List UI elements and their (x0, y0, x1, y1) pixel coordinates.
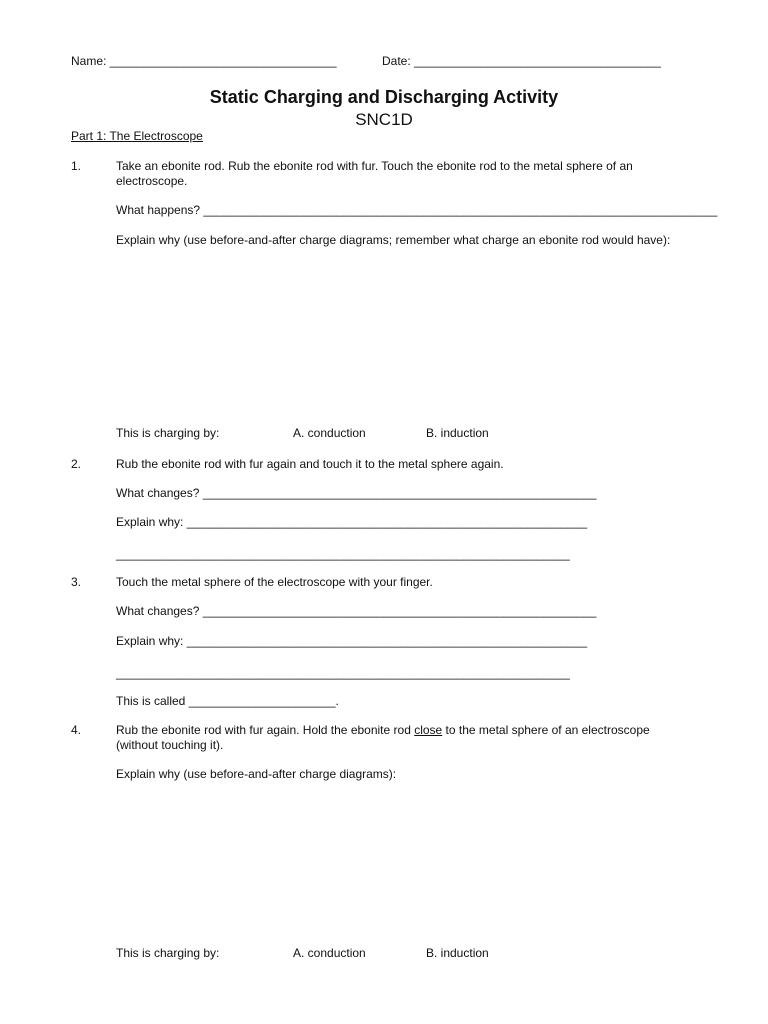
q1-charging-label: This is charging by: (116, 426, 220, 440)
question-number-4: 4. (71, 723, 82, 737)
q3-what-changes-prompt: What changes? ___________________________________________________________ (116, 604, 597, 618)
q1-instruction-line1: Take an ebonite rod. Rub the ebonite rod with fur. Touch the ebonite rod to the metal sphere of an (116, 159, 633, 173)
question-number-3: 3. (71, 575, 82, 589)
question-number-1: 1. (71, 159, 82, 173)
q4-explain-prompt: Explain why (use before-and-after charge diagrams): (116, 767, 397, 781)
page-title: Static Charging and Discharging Activity (209, 87, 559, 107)
q2-what-changes-prompt: What changes? ___________________________________________________________ (116, 486, 597, 500)
q3-explain-why-prompt: Explain why: ____________________________________________________________ (116, 634, 588, 648)
q4-option-b: B. induction (426, 946, 489, 960)
q1-option-a: A. conduction (293, 426, 366, 440)
q4-line1-pre: Rub the ebonite rod with fur again. Hold the ebonite rod (116, 723, 415, 737)
section-heading-part1: Part 1: The Electroscope (71, 129, 203, 143)
q1-what-happens-prompt: What happens? _____________________________________________________________________________ (116, 203, 718, 217)
q4-instruction-line2: (without touching it). (116, 738, 224, 752)
q4-close-underlined: close (414, 723, 443, 737)
q1-explain-prompt: Explain why (use before-and-after charge diagrams; remember what charge an ebonite rod would have): (116, 233, 671, 247)
q2-instruction: Rub the ebonite rod with fur again and touch it to the metal sphere again. (116, 457, 504, 471)
q1-instruction-line2: electroscope. (116, 174, 188, 188)
q4-instruction-line1 (116, 723, 650, 738)
q3-answer-line: ____________________________________________________________________ (116, 666, 570, 680)
q2-explain-why-prompt: Explain why: ____________________________________________________________ (116, 515, 588, 529)
q3-this-is-called: This is called ______________________. (116, 694, 339, 708)
q1-option-b: B. induction (426, 426, 489, 440)
name-field-line: Name: __________________________________ (71, 54, 337, 68)
question-number-2: 2. (71, 457, 82, 471)
q3-instruction: Touch the metal sphere of the electroscope with your finger. (116, 575, 433, 589)
date-field-line: Date: _____________________________________ (382, 54, 661, 68)
q4-line1-post: to the metal sphere of an electroscope (442, 723, 650, 737)
q4-option-a: A. conduction (293, 946, 366, 960)
q2-answer-line: ____________________________________________________________________ (116, 547, 570, 561)
course-code: SNC1D (355, 110, 413, 129)
q4-charging-label: This is charging by: (116, 946, 220, 960)
